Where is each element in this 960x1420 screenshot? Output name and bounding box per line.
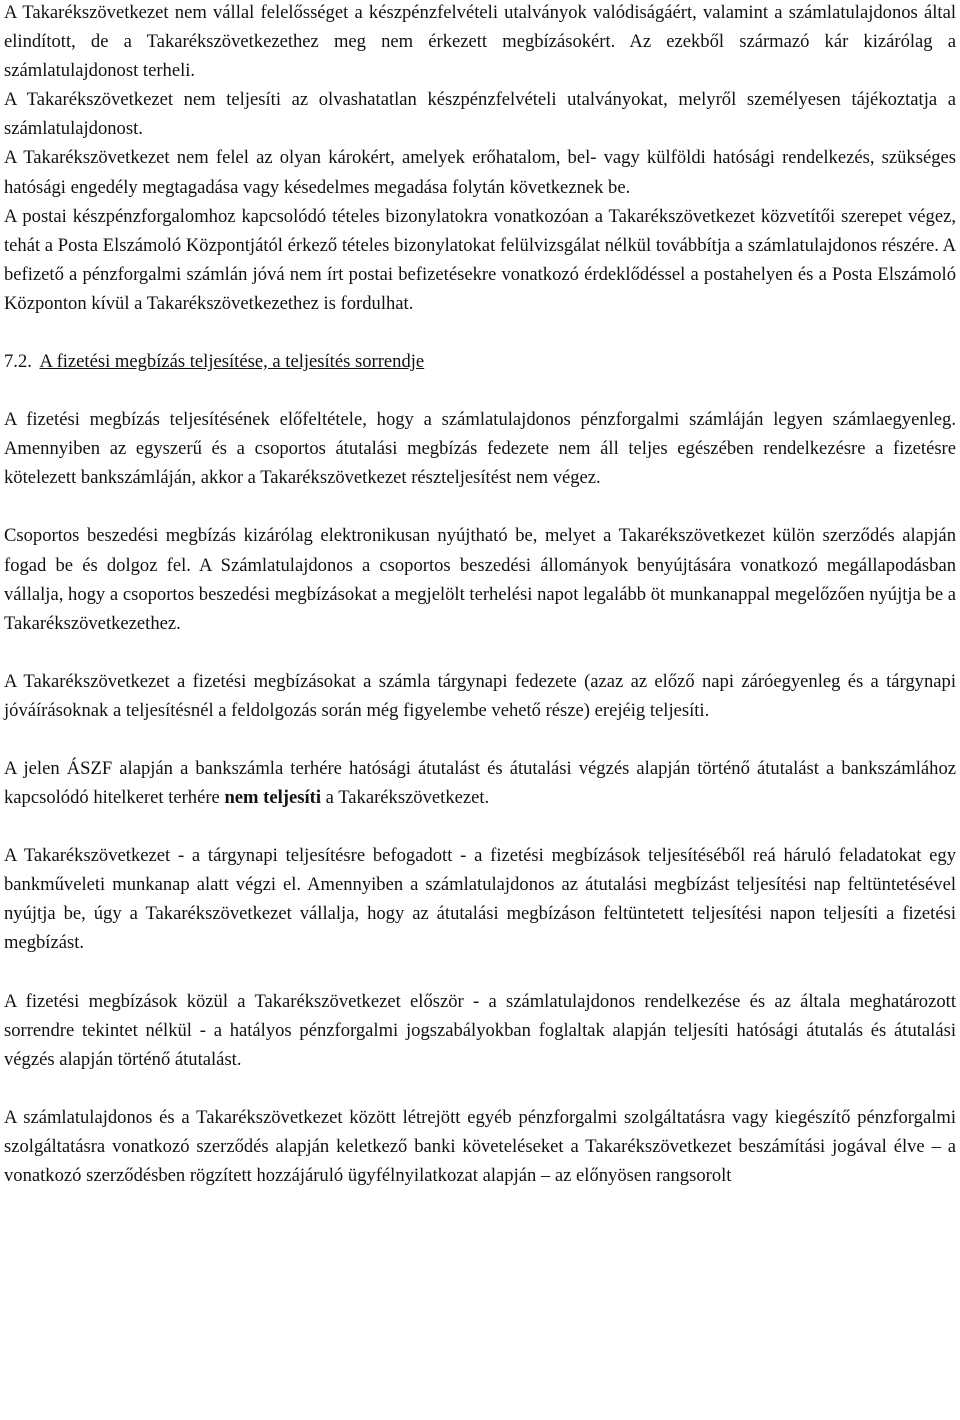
paragraph-illegible-forms: A Takarékszövetkezet nem teljesíti az olvashatatlan készpénzfelvételi utalványokat, melyről személyesen tájékoztatja a számlatulajdonost. xyxy=(4,89,956,140)
paragraph-order-of-execution: A fizetési megbízások közül a Takarékszövetkezet először - a számlatulajdonos rendelkezése és az általa meghatározott sorrendre tekintet nélkül - a hatályos pénzforgalmi jogszabályokban foglaltak alapján teljesíti hatósági átutalás és átutalási végzés alapján történő átutalást. xyxy=(4,990,956,1070)
document-page xyxy=(4,0,956,1190)
section-title: A fizetési megbízás teljesítése, a teljesítés sorrendje xyxy=(39,351,425,373)
paragraph-force-majeure: A Takarékszövetkezet nem felel az olyan károkért, amelyek erőhatalom, bel- vagy külföldi hatósági rendelkezés, szükséges hatósági engedély megtagadása vagy késedelmes megadása folytán következnek be. xyxy=(4,147,956,198)
paragraph-liability-forms: A Takarékszövetkezet nem vállal felelősséget a készpénzfelvételi utalványok valódiságáért, valamint a számlatulajdonos által elindított, de a Takarékszövetkezethez meg nem érkezett megbízásokért. Az ezekből származó kár kizárólag a számlatulajdonost terheli. xyxy=(4,2,956,82)
paragraph-aszf xyxy=(4,754,956,812)
paragraph-execution-time: A Takarékszövetkezet - a tárgynapi teljesítésre befogadott - a fizetési megbízások teljesítéséből reá háruló feladatokat egy bankműveleti munkanap alatt végzi el. Amennyiben a számlatulajdonos az átutalási megbízást teljesítési nap feltüntetésével nyújtja be, úgy a Takarékszövetkezet vállalja, hogy az átutalási megbízáson feltüntetett teljesítési napon teljesíti a fizetési megbízást. xyxy=(4,845,956,954)
paragraph-coverage: A Takarékszövetkezet a fizetési megbízásokat a számla tárgynapi fedezete (azaz az előző napi záróegyenleg és a tárgynapi jóváírásoknak a teljesítésnél a feldolgozás során még figyelembe vehető része) erejéig teljesíti. xyxy=(4,670,956,721)
paragraph-precondition: A fizetési megbízás teljesítésének előfeltétele, hogy a számlatulajdonos pénzforgalmi számláján legyen számlaegyenleg. Amennyiben az egyszerű és a csoportos átutalási megbízás fedezete nem áll teljes egészében rendelkezésre a fizetésre kötelezett bankszámláján, akkor a Takarékszövetkezet részteljesítést nem végez. xyxy=(4,409,956,489)
aszf-text-after: a Takarékszövetkezet. xyxy=(321,787,490,809)
paragraph-set-off: A számlatulajdonos és a Takarékszövetkezet között létrejött egyéb pénzforgalmi szolgáltatásra vagy kiegészítő pénzforgalmi szolgáltatásra vonatkozó szerződés alapján keletkező banki követeléseket a Takarékszövetkezet beszámítási jogával élve – a vonatkozó szerződésben rögzített hozzájáruló ügyfélnyilatkozat alapján – az előnyösen rangsorolt xyxy=(4,1106,956,1186)
aszf-emphasis: nem teljesíti xyxy=(224,787,321,809)
paragraph-postal-cash: A postai készpénzforgalomhoz kapcsolódó tételes bizonylatokra vonatkozóan a Takarékszövetkezet közvetítői szerepet végez, tehát a Posta Elszámoló Központjától érkező tételes bizonylatokat felülvizsgálat nélkül továbbítja a számlatulajdonos részére. A befizető a pénzforgalmi számlán jóvá nem írt postai befizetésekre vonatkozó érdeklődéssel a postahelyen és a Posta Elszámoló Központon kívül a Takarékszövetkezethez is fordulhat. xyxy=(4,205,956,314)
section-number: 7.2. xyxy=(4,351,32,373)
section-heading xyxy=(4,347,956,376)
paragraph-group-collection: Csoportos beszedési megbízás kizárólag elektronikusan nyújtható be, melyet a Takarékszövetkezet külön szerződés alapján fogad be és dolgoz fel. A Számlatulajdonos a csoportos beszedési állományok benyújtására vonatkozó megállapodásban vállalja, hogy a csoportos beszedési megbízásokat a megjelölt terhelési napot legalább öt munkanappal megelőzően nyújtja be a Takarékszövetkezethez. xyxy=(4,525,956,634)
aszf-text-before: A jelen ÁSZF alapján a bankszámla terhére hatósági átutalást és átutalási végzés alapján történő átutalást a bankszámlához kapcsolódó hitelkeret terhére xyxy=(4,757,956,809)
